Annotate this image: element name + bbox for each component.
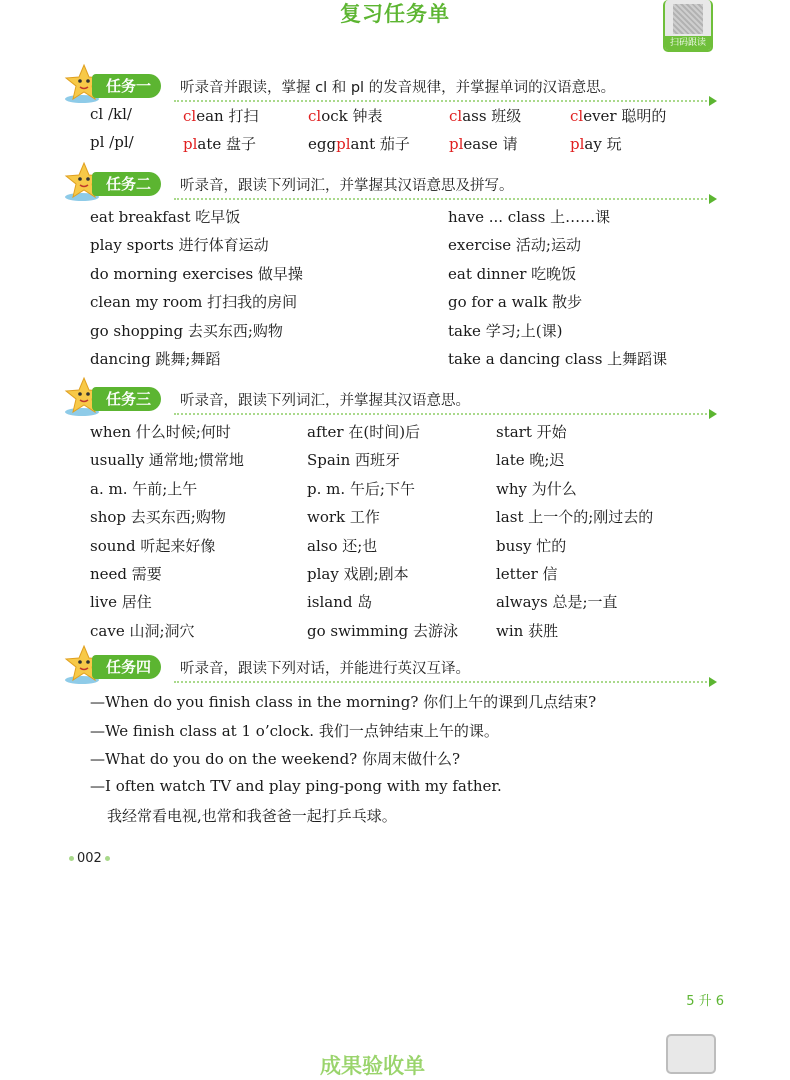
vocab-item: work 工作 <box>307 508 380 527</box>
highlight-letters: pl <box>183 135 198 153</box>
arrow-icon <box>709 96 717 106</box>
task-badge: 任务四 <box>92 655 161 679</box>
dialogue-line: —We finish class at 1 o’clock. 我们一点钟结束上午的课。 <box>90 721 499 740</box>
vocab-item: go swimming 去游泳 <box>307 621 459 640</box>
dialogue-line: —I often watch TV and play ping-pong with my father. <box>90 776 502 795</box>
task-instruction: 听录音并跟读，掌握 cl 和 pl 的发音规律，并掌握单词的汉语意思。 <box>180 80 616 96</box>
highlight-letters: pl <box>336 135 351 153</box>
vocab-item: need 需要 <box>90 565 162 583</box>
dotted-divider <box>174 198 711 200</box>
task-instruction: 听录音，跟读下列对话，并能进行英汉互译。 <box>180 661 470 677</box>
vocab-item: eat dinner 吃晚饭 <box>448 264 577 283</box>
vocab-word <box>449 105 521 126</box>
vocab-word <box>308 133 410 154</box>
page-title: 复习任务单 <box>340 2 450 26</box>
vocab-item: sound 听起来好像 <box>90 536 216 555</box>
dotted-divider <box>174 681 711 683</box>
word-rest: ass 班级 <box>462 107 522 125</box>
word-prefix: pl /pl/ <box>90 133 134 151</box>
vocab-item: also 还;也 <box>307 536 378 555</box>
vocab-item: live 居住 <box>90 593 152 612</box>
page-number-text: 002 <box>77 851 102 866</box>
vocab-item: late 晚;迟 <box>496 451 565 470</box>
dialogue-line: 我经常看电视,也常和我爸爸一起打乒乓球。 <box>107 807 397 826</box>
decor-dot <box>69 856 74 861</box>
task-header <box>62 651 717 685</box>
vocab-item: usually 通常地;惯常地 <box>90 451 244 470</box>
vocab-item: a. m. 午前;上午 <box>90 479 198 498</box>
vocab-item: last 上一个的;刚过去的 <box>496 508 654 527</box>
highlight-letters: cl <box>449 107 463 125</box>
vocab-item: have ... class 上……课 <box>448 208 611 226</box>
vocab-item: eat breakfast 吃早饭 <box>90 208 241 226</box>
vocab-word <box>449 133 518 154</box>
word-rest: ock 钟表 <box>321 107 383 125</box>
highlight-letters: pl <box>570 135 585 153</box>
vocab-item: after 在(时间)后 <box>307 423 421 441</box>
vocab-item: Spain 西班牙 <box>307 451 401 470</box>
vocab-item: always 总是;一直 <box>496 593 618 612</box>
word-prefix: egg <box>308 135 337 153</box>
qr-caption: 扫码跟读 <box>665 36 711 50</box>
vocab-item: win 获胜 <box>496 621 559 640</box>
task-header <box>62 168 717 202</box>
task-badge: 任务二 <box>92 172 161 196</box>
arrow-icon <box>709 194 717 204</box>
vocab-item: exercise 活动;运动 <box>448 236 581 255</box>
qr-code[interactable] <box>663 0 713 52</box>
word-rest: ate 盘子 <box>197 135 257 153</box>
highlight-letters: pl <box>449 135 464 153</box>
vocab-word <box>570 105 666 126</box>
vocab-item: go shopping 去买东西;购物 <box>90 321 283 340</box>
word-prefix: cl /kl/ <box>90 105 132 123</box>
vocab-item: take 学习;上(课) <box>448 321 563 340</box>
vocab-word <box>183 105 258 126</box>
vocab-item: take a dancing class 上舞蹈课 <box>448 350 668 368</box>
highlight-letters: cl <box>308 107 322 125</box>
word-rest: ay 玩 <box>584 135 622 153</box>
vocab-item: why 为什么 <box>496 479 577 498</box>
vocab-word <box>570 133 622 154</box>
arrow-icon <box>709 409 717 419</box>
vocab-item: cave 山洞;洞穴 <box>90 621 195 640</box>
vocab-word <box>183 133 256 154</box>
vocab-item: p. m. 午后;下午 <box>307 479 415 498</box>
qr-code-image <box>673 4 703 34</box>
word-rest: ever 聪明的 <box>583 107 667 125</box>
vocab-item: start 开始 <box>496 423 567 441</box>
task-badge: 任务三 <box>92 387 161 411</box>
next-page-title: 成果验收单 <box>320 1054 425 1078</box>
task-instruction: 听录音，跟读下列词汇，并掌握其汉语意思。 <box>180 393 470 409</box>
highlight-letters: cl <box>183 107 197 125</box>
page-number <box>66 851 113 866</box>
vocab-item: play sports 进行体育运动 <box>90 236 269 255</box>
word-rest: ease 请 <box>463 135 518 153</box>
word-rest: ean 打扫 <box>196 107 259 125</box>
highlight-letters: cl <box>570 107 584 125</box>
vocab-item: island 岛 <box>307 593 373 612</box>
vocab-word <box>308 105 383 126</box>
phonics-rule <box>90 133 134 151</box>
task-instruction: 听录音，跟读下列词汇，并掌握其汉语意思及拼写。 <box>180 178 514 194</box>
arrow-icon <box>709 677 717 687</box>
vocab-item: letter 信 <box>496 565 558 583</box>
grade-label: 5 升 6 <box>686 994 724 1009</box>
dialogue-line: —When do you finish class in the morning? 你们上午的课到几点结束? <box>90 693 597 711</box>
dotted-divider <box>174 100 711 102</box>
vocab-item: go for a walk 散步 <box>448 293 583 312</box>
task-badge: 任务一 <box>92 74 161 98</box>
decor-dot <box>105 856 110 861</box>
vocab-item: play 戏剧;剧本 <box>307 565 409 583</box>
phonics-rule <box>90 105 132 123</box>
qr-code-next-page[interactable] <box>666 1034 716 1074</box>
vocab-item: clean my room 打扫我的房间 <box>90 293 298 312</box>
vocab-item: when 什么时候;何时 <box>90 423 231 441</box>
dialogue-line: —What do you do on the weekend? 你周末做什么? <box>90 750 461 769</box>
dotted-divider <box>174 413 711 415</box>
vocab-item: dancing 跳舞;舞蹈 <box>90 350 221 368</box>
vocab-item: busy 忙的 <box>496 536 567 555</box>
vocab-item: shop 去买东西;购物 <box>90 508 226 527</box>
word-rest: ant 茄子 <box>350 135 410 153</box>
vocab-item: do morning exercises 做早操 <box>90 264 303 283</box>
task-header <box>62 383 717 417</box>
task-header <box>62 70 717 104</box>
